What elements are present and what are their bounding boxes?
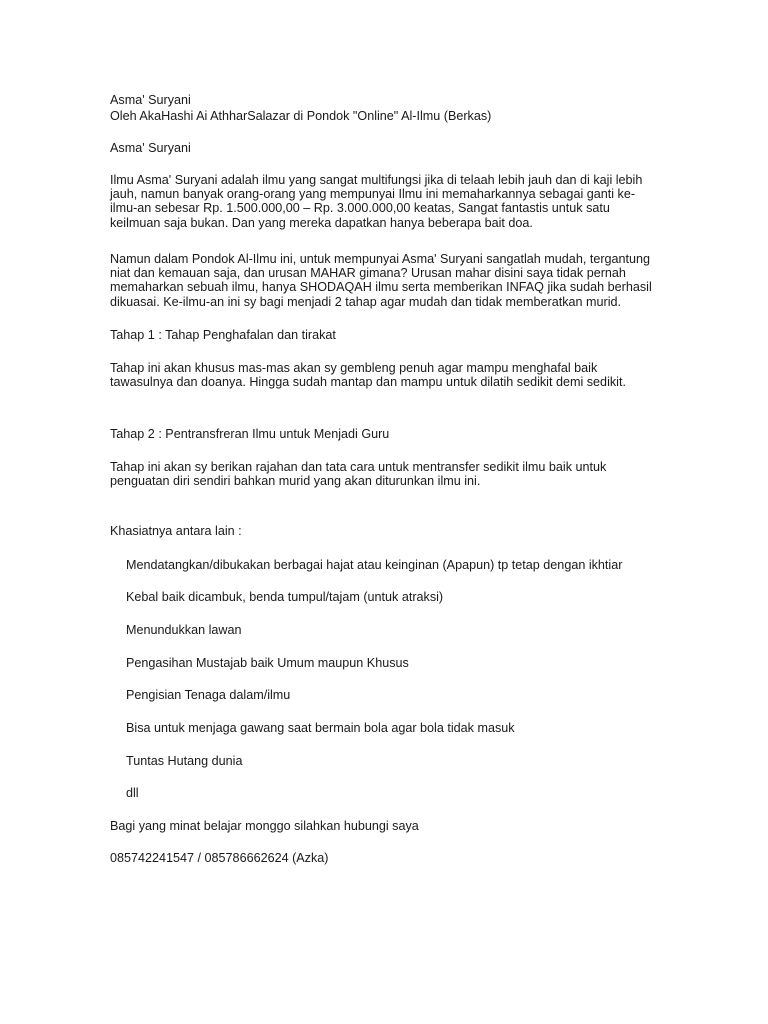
stage2-title-text: Tahap 2 : Pentransfreran Ilmu untuk Menjadi Guru <box>110 427 390 441</box>
contact-intro-text: Bagi yang minat belajar monggo silahkan hubungi saya <box>110 819 419 833</box>
paragraph-intro <box>110 173 655 230</box>
benefit-item <box>126 623 671 637</box>
stage2-title <box>110 427 655 441</box>
stage1-text <box>110 361 655 389</box>
benefit-item-text: Pengasihan Mustajab baik Umum maupun Khusus <box>126 656 409 670</box>
paragraph-line: ilmu-an sebesar Rp. 1.500.000,00 – Rp. 3.000.000,00 keatas, Sangat fantastis untuk satu <box>110 201 610 216</box>
benefit-item-text: Pengisian Tenaga dalam/ilmu <box>126 688 291 702</box>
benefit-item-text: Bisa untuk menjaga gawang saat bermain bola agar bola tidak masuk <box>126 721 515 735</box>
benefit-item-text: Kebal baik dicambuk, benda tumpul/tajam (untuk atraksi) <box>126 590 444 604</box>
benefit-item <box>126 786 671 800</box>
paragraph-pondok <box>110 252 655 309</box>
heading-text: Asma' Suryani <box>110 141 191 155</box>
benefit-item <box>126 754 671 768</box>
benefit-item-text: Tuntas Hutang dunia <box>126 754 243 768</box>
paragraph-line: penguatan diri sendiri bahkan murid yang akan diturunkan ilmu ini. <box>110 474 481 489</box>
title-text: Asma' Suryani <box>110 93 191 107</box>
stage2-text <box>110 460 655 488</box>
stage1-title <box>110 328 655 342</box>
paragraph-line: Tahap ini akan sy berikan rajahan dan tata cara untuk mentransfer sedikit ilmu baik untuk <box>110 460 607 474</box>
benefit-item <box>126 558 671 572</box>
benefit-item <box>126 688 671 702</box>
benefits-title <box>110 524 655 538</box>
benefit-item-text: Mendatangkan/dibukakan berbagai hajat atau keinginan (Apapun) tp tetap dengan ikhtiar <box>126 558 623 572</box>
paragraph-line: Ilmu Asma' Suryani adalah ilmu yang sangat multifungsi jika di telaah lebih jauh dan di kaji lebih <box>110 173 643 187</box>
paragraph-line: memaharkan sebuah ilmu, hanya SHODAQAH ilmu serta memberikan INFAQ jika sudah berhasil <box>110 280 652 295</box>
contact-phones <box>110 851 655 865</box>
stage1-title-text: Tahap 1 : Tahap Penghafalan dan tirakat <box>110 328 336 342</box>
document-byline <box>110 109 655 123</box>
benefit-item <box>126 656 671 670</box>
contact-phones-text: 085742241547 / 085786662624 (Azka) <box>110 851 329 865</box>
benefits-title-text: Khasiatnya antara lain : <box>110 524 242 538</box>
benefit-item-text: dll <box>126 786 139 800</box>
paragraph-line: dikuasai. Ke-ilmu-an ini sy bagi menjadi 2 tahap agar mudah dan tidak memberatkan murid. <box>110 294 622 309</box>
paragraph-line: keilmuan saja bukan. Dan yang mereka dapatkan hanya beberapa bait doa. <box>110 215 533 230</box>
benefit-item <box>126 721 671 735</box>
benefit-item <box>126 590 671 604</box>
contact-intro <box>110 819 655 833</box>
paragraph-line: Namun dalam Pondok Al-Ilmu ini, untuk mempunyai Asma' Suryani sangatlah mudah, tergantung <box>110 252 651 266</box>
paragraph-line: niat dan kemauan saja, dan urusan MAHAR gimana? Urusan mahar disini saya tidak pernah <box>110 266 626 281</box>
paragraph-line: jauh, namun banyak orang-orang yang mempunyai Ilmu ini memaharkannya sebagai ganti ke- <box>110 187 636 202</box>
paragraph-line: Tahap ini akan khusus mas-mas akan sy gembleng penuh agar mampu menghafal baik <box>110 361 598 375</box>
document-title <box>110 93 655 107</box>
paragraph-line: tawasulnya dan doanya. Hingga sudah mantap dan mampu untuk dilatih sedikit demi sedikit. <box>110 375 626 390</box>
byline-text: Oleh AkaHashi Ai AthharSalazar di Pondok "Online" Al-Ilmu (Berkas) <box>110 109 492 123</box>
benefit-item-text: Menundukkan lawan <box>126 623 242 637</box>
section-heading <box>110 141 655 155</box>
